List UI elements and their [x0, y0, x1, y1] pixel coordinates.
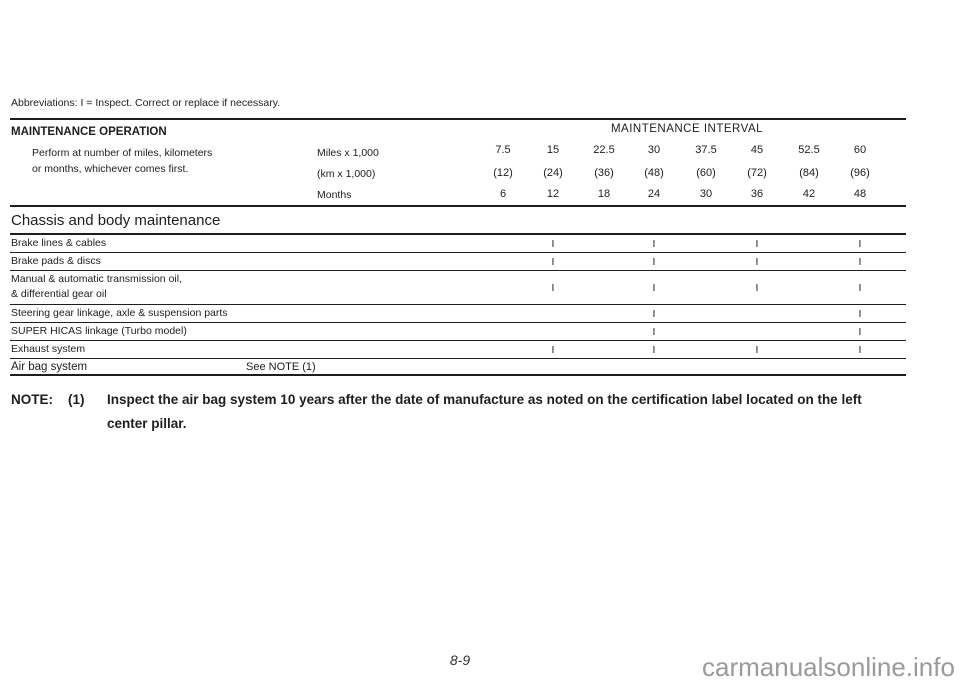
abbreviations-text: Abbreviations: I = Inspect. Correct or replace if necessary. — [11, 97, 281, 109]
inspect-mark: I — [858, 256, 862, 268]
row-label: Manual & automatic transmission oil, — [11, 273, 182, 285]
section-rule — [10, 233, 906, 235]
inspect-mark: I — [858, 326, 862, 338]
interval-miles-cell: 60 — [853, 144, 867, 156]
inspect-mark: I — [551, 282, 555, 294]
row-divider — [10, 340, 906, 341]
interval-km-cell: (12) — [493, 167, 513, 179]
inspect-mark: I — [652, 282, 656, 294]
interval-km-cell: (84) — [799, 167, 819, 179]
row-label: SUPER HICAS linkage (Turbo model) — [11, 325, 187, 337]
row-divider — [10, 270, 906, 271]
interval-months-cell: 36 — [750, 188, 764, 200]
inspect-mark: I — [755, 256, 759, 268]
inspect-mark: I — [755, 238, 759, 250]
row-label: Steering gear linkage, axle & suspension parts — [11, 307, 228, 319]
interval-months-cell: 42 — [802, 188, 816, 200]
interval-km-cell: (72) — [747, 167, 767, 179]
interval-miles-cell: 22.5 — [593, 144, 615, 156]
inspect-mark: I — [858, 238, 862, 250]
interval-months-cell: 30 — [699, 188, 713, 200]
inspect-mark: I — [858, 308, 862, 320]
interval-miles-cell: 37.5 — [695, 144, 717, 156]
unit-label-miles: Miles x 1,000 — [317, 147, 379, 159]
note-text-line-2: center pillar. — [107, 416, 187, 431]
interval-months-cell: 12 — [546, 188, 560, 200]
interval-months-cell: 48 — [853, 188, 867, 200]
table-bottom-rule — [10, 374, 906, 376]
inspect-mark: I — [652, 308, 656, 320]
inspect-mark: I — [551, 238, 555, 250]
interval-months-cell: 6 — [499, 188, 507, 200]
row-divider — [10, 304, 906, 305]
interval-miles-cell: 15 — [546, 144, 560, 156]
inspect-mark: I — [755, 282, 759, 294]
inspect-mark: I — [652, 344, 656, 356]
page-number: 8-9 — [449, 652, 471, 668]
inspect-mark: I — [652, 238, 656, 250]
interval-months-cell: 24 — [647, 188, 661, 200]
header-bottom-rule — [10, 205, 906, 207]
inspect-mark: I — [755, 344, 759, 356]
row-label: Exhaust system — [11, 343, 86, 355]
interval-km-cell: (96) — [850, 167, 870, 179]
unit-label-km: (km x 1,000) — [317, 168, 376, 180]
inspect-mark: I — [858, 282, 862, 294]
interval-km-cell: (60) — [696, 167, 716, 179]
row-label: Brake pads & discs — [11, 255, 101, 267]
row-divider — [10, 358, 906, 359]
inspect-mark: I — [551, 344, 555, 356]
interval-miles-cell: 7.5 — [495, 144, 511, 156]
table-top-rule — [10, 118, 906, 120]
instruction-line-2: or months, whichever comes first. — [32, 163, 189, 175]
interval-km-cell: (48) — [644, 167, 664, 179]
row-divider — [10, 322, 906, 323]
inspect-mark: I — [551, 256, 555, 268]
interval-miles-cell: 30 — [647, 144, 661, 156]
inspect-mark: I — [652, 256, 656, 268]
interval-km-cell: (24) — [543, 167, 563, 179]
unit-label-months: Months — [317, 189, 352, 201]
note-text-line-1: Inspect the air bag system 10 years after the date of manufacture as noted on the certification label located on the left — [107, 392, 862, 407]
row-label: Brake lines & cables — [11, 237, 107, 249]
note-label: NOTE: — [11, 392, 53, 407]
inspect-mark: I — [858, 344, 862, 356]
inspect-mark: I — [652, 326, 656, 338]
interval-miles-cell: 52.5 — [798, 144, 820, 156]
row-label: Air bag system — [11, 361, 88, 373]
interval-km-cell: (36) — [594, 167, 614, 179]
section-title: Chassis and body maintenance — [11, 212, 221, 229]
interval-months-cell: 18 — [597, 188, 611, 200]
row-label-continued: & differential gear oil — [11, 288, 107, 300]
operation-title: MAINTENANCE OPERATION — [11, 126, 167, 138]
interval-title: MAINTENANCE INTERVAL — [610, 123, 764, 135]
note-reference: See NOTE (1) — [246, 361, 316, 373]
watermark: carmanualsonline.info — [702, 652, 955, 682]
instruction-line-1: Perform at number of miles, kilometers — [32, 147, 213, 159]
row-divider — [10, 252, 906, 253]
note-number: (1) — [68, 392, 85, 407]
interval-miles-cell: 45 — [750, 144, 764, 156]
